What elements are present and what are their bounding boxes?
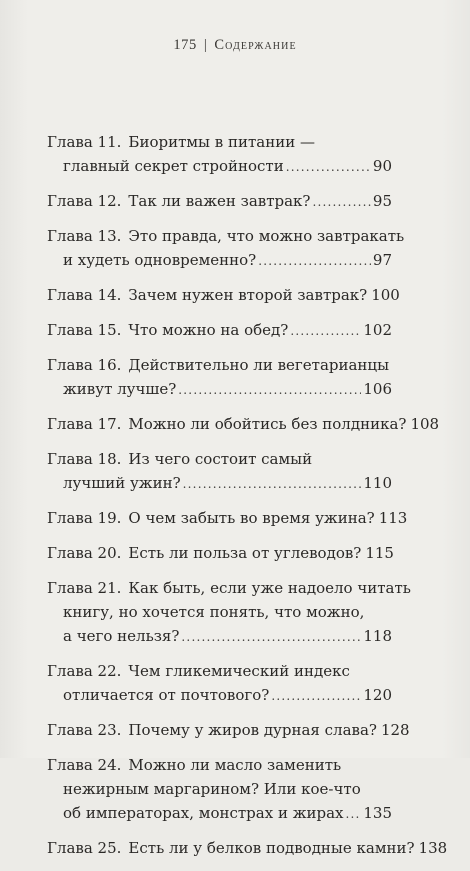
chapter-label: Глава 25. (47, 839, 122, 857)
chapter-label: Глава 13. (47, 227, 122, 245)
chapter-title-text: живут лучше? (63, 380, 177, 398)
toc-page-number: 115 (365, 544, 394, 562)
toc-entry (47, 189, 392, 213)
toc-page-number: 113 (378, 509, 408, 527)
toc-entry (47, 576, 411, 648)
chapter-title-text: Так ли важен завтрак? (128, 192, 311, 210)
toc-entry-first-line (47, 353, 392, 377)
toc-entry-continuation-line (47, 624, 392, 648)
toc-entry-continuation-line (47, 683, 392, 707)
toc-page-number: 102 (363, 321, 392, 339)
chapter-title-text: Чем гликемический индекс (128, 662, 350, 680)
chapter-title-text: Почему у жиров дурная слава? (128, 721, 377, 739)
dot-leader (181, 625, 361, 649)
chapter-title-text: Из чего состоит самый (128, 450, 313, 468)
toc-entry (47, 130, 392, 178)
toc-page-number: 120 (363, 686, 392, 704)
toc-entry-first-line (47, 283, 400, 307)
table-of-contents (47, 130, 448, 871)
toc-entry-first-line (47, 447, 392, 471)
toc-entry-first-line (47, 659, 392, 683)
toc-entry (47, 318, 392, 342)
toc-entry-continuation-line (47, 600, 392, 624)
toc-entry (47, 659, 392, 707)
toc-entry-continuation-line (47, 377, 392, 401)
toc-entry (47, 506, 408, 530)
dot-leader (271, 684, 361, 708)
chapter-title-text: Есть ли у белков подводные камни? (128, 839, 415, 857)
chapter-label: Глава 11. (47, 133, 122, 151)
toc-entry-continuation-line (47, 471, 392, 495)
chapter-title-text: об императорах, монстрах и жирах (63, 804, 344, 822)
chapter-title-text: нежирным маргарином? Или кое-что (63, 780, 361, 798)
toc-entry (47, 353, 392, 401)
dot-leader (346, 802, 362, 826)
chapter-title-text: отличается от почтового? (63, 686, 270, 704)
toc-entry-continuation-line (47, 801, 392, 825)
chapter-label: Глава 20. (47, 544, 122, 562)
toc-page-number: 97 (372, 251, 392, 269)
dot-leader (286, 155, 371, 179)
toc-entry-first-line (47, 506, 408, 530)
dot-leader (183, 472, 362, 496)
toc-entry (47, 753, 392, 825)
toc-page-number: 108 (410, 415, 440, 433)
chapter-label: Глава 14. (47, 286, 122, 304)
chapter-label: Глава 12. (47, 192, 122, 210)
toc-entry (47, 283, 400, 307)
dot-leader (178, 378, 361, 402)
chapter-label: Глава 22. (47, 662, 122, 680)
toc-entry-first-line (47, 753, 392, 777)
chapter-title-text: главный секрет стройности (63, 157, 284, 175)
chapter-title-text: Что можно на обед? (128, 321, 289, 339)
chapter-title-text: а чего нельзя? (63, 627, 180, 645)
toc-entry-first-line (47, 130, 392, 154)
chapter-label: Глава 18. (47, 450, 122, 468)
chapter-title-text: Биоритмы в питании — (128, 133, 315, 151)
toc-entry-first-line (47, 576, 411, 600)
chapter-label: Глава 15. (47, 321, 122, 339)
toc-entry-first-line (47, 541, 392, 565)
toc-page-number: 135 (363, 804, 392, 822)
chapter-title-text: книгу, но хочется понять, что можно, (63, 603, 365, 621)
toc-entry (47, 541, 392, 565)
toc-entry-continuation-line (47, 777, 392, 801)
running-header (0, 37, 470, 54)
toc-page-number: 106 (363, 380, 392, 398)
toc-page-number: 95 (372, 192, 392, 210)
toc-entry-first-line (47, 718, 410, 742)
toc-entry-first-line (47, 224, 405, 248)
chapter-label: Глава 24. (47, 756, 122, 774)
chapter-title-text: лучший ужин? (63, 474, 181, 492)
toc-entry-continuation-line (47, 154, 392, 178)
toc-entry-continuation-line (47, 248, 392, 272)
chapter-label: Глава 23. (47, 721, 122, 739)
toc-page-number: 110 (363, 474, 392, 492)
chapter-title-text: Можно ли масло заменить (128, 756, 342, 774)
toc-page-number: 90 (372, 157, 392, 175)
header-separator: | (203, 37, 208, 53)
chapter-title-text: Зачем нужен второй завтрак? (128, 286, 368, 304)
toc-entry (47, 836, 448, 860)
chapter-label: Глава 21. (47, 579, 122, 597)
toc-page-number: 128 (380, 721, 410, 739)
toc-entry-first-line (47, 318, 392, 342)
dot-leader (258, 249, 371, 273)
chapter-title-text: Это правда, что можно завтракать (128, 227, 405, 245)
toc-entry (47, 224, 405, 272)
toc-page-number: 138 (418, 839, 448, 857)
chapter-title-text: О чем забыть во время ужина? (128, 509, 375, 527)
toc-entry (47, 412, 440, 436)
dot-leader (312, 190, 370, 214)
toc-page-number: 118 (363, 627, 392, 645)
toc-entry-first-line (47, 412, 440, 436)
toc-page-number: 100 (371, 286, 400, 304)
toc-entry-first-line (47, 836, 448, 860)
chapter-title-text: Действительно ли вегетарианцы (128, 356, 390, 374)
section-title: Содержание (214, 37, 297, 53)
chapter-title-text: Есть ли польза от углеводов? (128, 544, 362, 562)
chapter-label: Глава 17. (47, 415, 122, 433)
chapter-title-text: и худеть одновременно? (63, 251, 257, 269)
dot-leader (290, 319, 361, 343)
chapter-label: Глава 16. (47, 356, 122, 374)
chapter-label: Глава 19. (47, 509, 122, 527)
chapter-title-text: Можно ли обойтись без полдника? (128, 415, 407, 433)
toc-entry (47, 447, 392, 495)
toc-entry-first-line (47, 189, 392, 213)
page-number: 175 (173, 37, 197, 53)
chapter-title-text: Как быть, если уже надоело читать (128, 579, 411, 597)
toc-entry (47, 718, 410, 742)
